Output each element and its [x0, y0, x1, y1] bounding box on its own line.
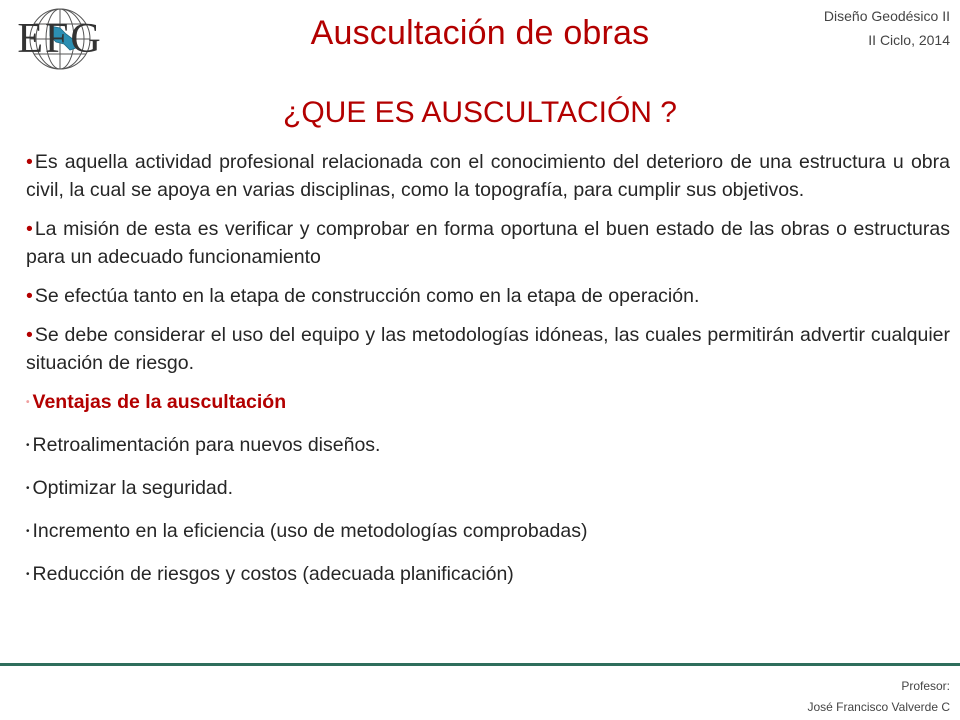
paragraph-text: Es aquella actividad profesional relacionada con el conocimiento del deterioro de una estructura u obra civil, la cual se apoya en varias disciplinas, como la topografía, para cumplir sus objetivos. — [26, 151, 950, 201]
footer-divider — [0, 663, 960, 666]
bullet-icon: • — [26, 151, 33, 173]
paragraph-text: Se debe considerar el uso del equipo y las metodologías idóneas, las cuales permitirán advertir cualquier situación de riesgo. — [26, 324, 950, 374]
advantages-title-text: Ventajas de la auscultación — [32, 391, 287, 413]
paragraph-text: La misión de esta es verificar y comprobar en forma oportuna el buen estado de las obras o estructuras para un adecuado funcionamiento — [26, 218, 950, 268]
course-name: Diseño Geodésico II — [823, 8, 950, 24]
paragraph-text: Se efectúa tanto en la etapa de construcción como en la etapa de operación. — [34, 285, 700, 307]
list-item-text: Optimizar la seguridad. — [32, 477, 234, 499]
list-item — [26, 560, 950, 589]
list-item-text: Reducción de riesgos y costos (adecuada planificación) — [32, 563, 514, 585]
footer-label: Profesor: — [901, 679, 950, 693]
list-item — [26, 517, 950, 546]
bullet-icon: • — [26, 218, 33, 240]
list-item — [26, 431, 950, 460]
bullet-icon: • — [26, 483, 30, 494]
bullet-icon: • — [26, 397, 30, 408]
section-heading: ¿QUE ES AUSCULTACIÓN ? — [283, 96, 677, 129]
list-item-text: Incremento en la eficiencia (uso de metodologías comprobadas) — [32, 520, 588, 542]
footer — [808, 676, 951, 718]
course-info — [824, 4, 950, 52]
paragraph — [26, 215, 950, 271]
slide-title: Auscultación de obras — [310, 14, 650, 52]
paragraph — [26, 321, 950, 377]
course-term: II Ciclo, 2014 — [868, 32, 950, 48]
bullet-icon: • — [26, 285, 33, 307]
list-item-text: Retroalimentación para nuevos diseños. — [32, 434, 381, 456]
paragraph — [26, 148, 950, 204]
paragraph — [26, 282, 950, 310]
content-body — [26, 148, 950, 603]
logo-text: EFG — [17, 16, 103, 62]
bullet-icon: • — [26, 526, 30, 537]
bullet-icon: • — [26, 324, 33, 346]
list-item — [26, 474, 950, 503]
bullet-icon: • — [26, 440, 30, 451]
bullet-icon: • — [26, 569, 30, 580]
advantages-title — [26, 388, 950, 417]
professor-name: José Francisco Valverde C — [807, 700, 950, 714]
